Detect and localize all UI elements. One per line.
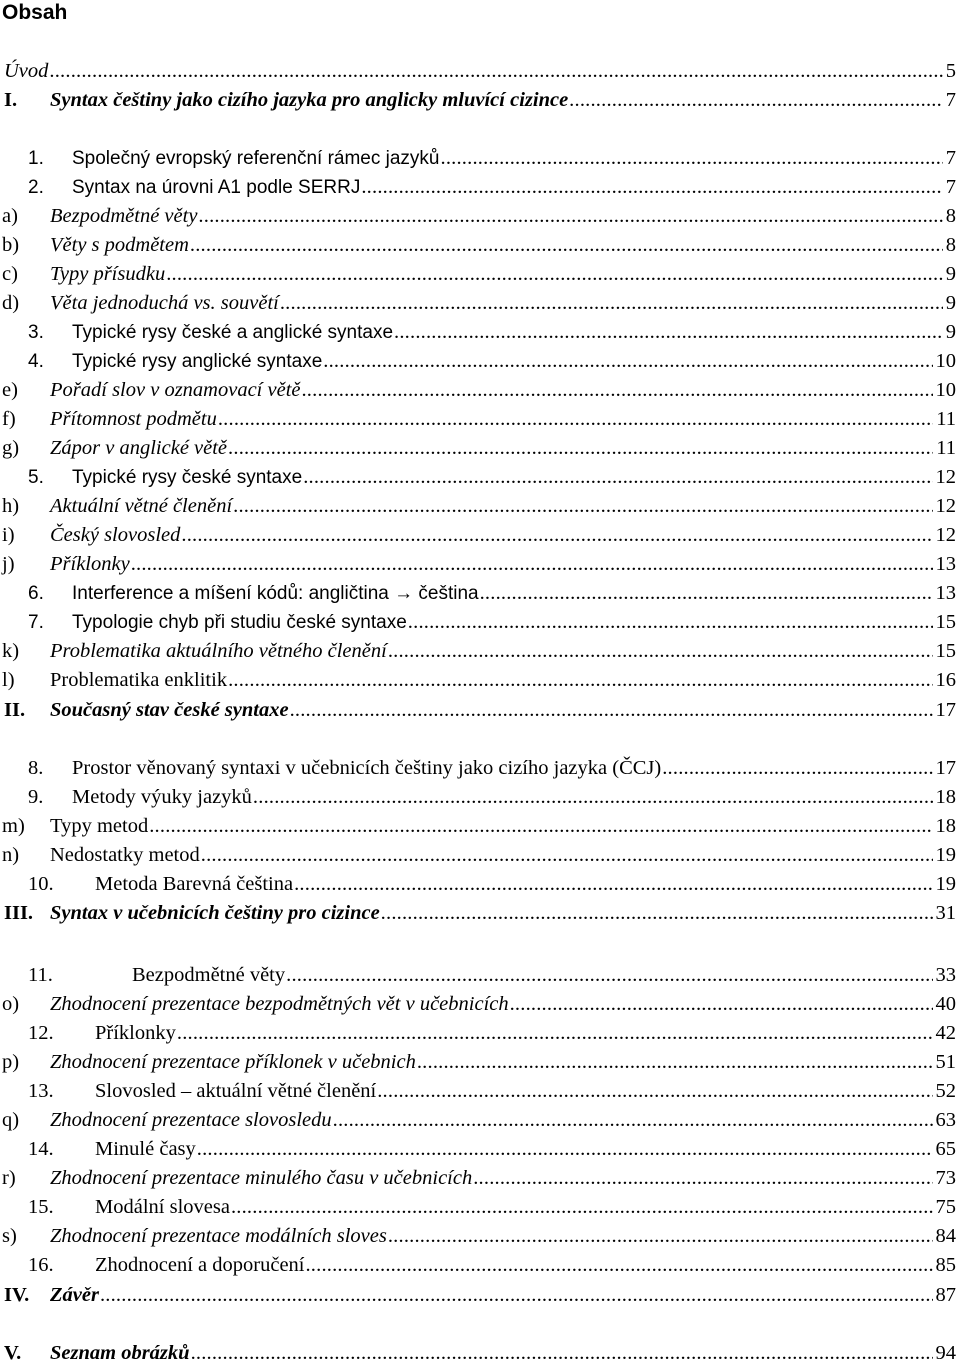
toc-dot-leader [377,1078,932,1104]
toc-entry-title: Aktuální větné členění [50,495,233,517]
toc-dot-leader [198,203,942,229]
toc-dot-leader [480,580,933,606]
toc-entry[interactable] [28,1194,956,1220]
toc-dot-leader [294,871,932,897]
toc-entry-title: Minulé časy [95,1138,196,1160]
toc-page-number: 15 [935,640,956,662]
toc-entry[interactable] [2,813,956,839]
toc-dot-leader [388,638,933,664]
toc-dot-leader [233,493,932,519]
toc-entry-number: a) [2,205,18,227]
toc-dot-leader [166,261,943,287]
toc-page-number: 9 [945,263,956,285]
toc-entry-number: 10. [28,873,54,895]
toc-entry-title: Problematika enklitik [50,669,228,691]
toc-entry[interactable] [2,435,956,461]
toc-entry-number: 2. [28,177,44,198]
toc-entry-title: Zhodnocení prezentace minulého času v učebnicích [50,1167,473,1189]
toc-page-number: 18 [935,786,956,808]
toc-dot-leader [394,319,943,345]
toc-dot-leader [305,1252,932,1278]
toc-entry[interactable] [28,1020,956,1046]
toc-page-number: 10 [935,350,956,372]
toc-entry-number: 12. [28,1022,54,1044]
toc-entry-number: 11. [28,964,53,986]
toc-entry-title: Zhodnocení a doporučení [95,1254,305,1276]
toc-entry[interactable] [28,319,956,345]
toc-entry-number: e) [2,379,18,401]
toc-page-number: 65 [935,1138,956,1160]
toc-entry[interactable] [4,87,956,113]
toc-dot-leader [417,1049,933,1075]
toc-dot-leader [190,232,943,258]
toc-entry[interactable] [4,697,956,723]
toc-dot-leader [290,697,933,723]
toc-entry-number: s) [2,1225,17,1247]
toc-entry[interactable] [2,290,956,316]
toc-entry-title: Syntax na úrovni A1 podle SERRJ [72,177,361,198]
toc-dot-leader [218,406,933,432]
toc-entry-number: 16. [28,1254,54,1276]
toc-entry-title: Společný evropský referenční rámec jazyků [72,148,440,169]
toc-entry-title: Typické rysy české syntaxe [72,467,303,488]
toc-dot-leader [131,551,933,577]
toc-dot-leader [408,609,933,635]
toc-entry-number: I. [4,89,18,111]
toc-entry[interactable] [2,1165,956,1191]
toc-entry-title: Současný stav české syntaxe [50,699,289,721]
toc-entry[interactable] [2,1223,956,1249]
toc-page-number: 15 [935,611,956,633]
toc-dot-leader [569,87,943,113]
toc-entry-title: Typické rysy české a anglické syntaxe [72,322,394,343]
toc-entry[interactable] [2,1049,956,1075]
toc-entry[interactable] [28,871,956,897]
toc-page-number: 40 [935,993,956,1015]
toc-entry-number: 3. [28,322,44,343]
toc-page-number: 12 [935,524,956,546]
toc-dot-leader [149,813,932,839]
toc-entry-title: Závěr [50,1284,99,1306]
toc-entry-title: Seznam obrázků [50,1342,190,1364]
toc-entry-number: b) [2,234,20,256]
toc-page-number: 8 [945,234,956,256]
toc-page-number: 31 [935,902,956,924]
toc-entry[interactable] [4,900,956,926]
toc-entry[interactable] [28,580,956,606]
toc-dot-leader [441,145,943,171]
toc-entry-title: Přítomnost podmětu [50,408,217,430]
toc-page-number: 17 [935,699,956,721]
toc-entry[interactable] [4,58,956,84]
toc-entry-title: Věta jednoduchá vs. souvětí [50,292,279,314]
toc-entry-number: g) [2,437,20,459]
toc-entry-title: Zhodnocení prezentace bezpodmětných vět v učebnicích [50,993,509,1015]
toc-entry-title: Typy metod [50,815,149,837]
toc-entry-number: c) [2,263,18,285]
toc-page-number: 17 [935,757,956,779]
toc-dot-leader [177,1020,933,1046]
toc-dot-leader [231,1194,933,1220]
toc-dot-leader [228,435,933,461]
toc-page-number: 75 [935,1196,956,1218]
toc-entry-title: Bezpodmětné věty [132,964,286,986]
toc-page-number: 19 [935,873,956,895]
toc-entry[interactable] [2,261,956,287]
toc-page-number: 5 [945,60,956,82]
toc-entry-title: Zhodnocení prezentace příklonek v učebnich [50,1051,416,1073]
toc-entry[interactable] [28,755,956,781]
toc-dot-leader [280,290,943,316]
toc-entry-title: Typologie chyb při studiu české syntaxe [72,612,407,633]
toc-entry[interactable] [2,991,956,1017]
toc-page-number: 84 [935,1225,956,1247]
toc-dot-leader [388,1223,933,1249]
toc-entry[interactable] [2,842,956,868]
toc-entry-number: q) [2,1109,20,1131]
toc-entry-title: Úvod [4,60,49,82]
toc-dot-leader [100,1282,933,1308]
toc-entry-number: 13. [28,1080,54,1102]
toc-entry-number: k) [2,640,20,662]
toc-page-number: 16 [935,669,956,691]
toc-entry-number: 5. [28,467,44,488]
toc-dot-leader [191,1340,933,1366]
toc-entry-title: Interference a míšení kódů: angličtina → čeština [72,583,479,604]
toc-dot-leader [510,991,933,1017]
toc-entry-number: V. [4,1342,22,1364]
page-title: Obsah [2,1,68,24]
toc-page-number: 18 [935,815,956,837]
toc-dot-leader [361,174,942,200]
toc-page-number: 7 [945,89,956,111]
toc-dot-leader [253,784,933,810]
toc-entry-title: Zhodnocení prezentace modálních sloves [50,1225,387,1247]
toc-entry-title: Metoda Barevná čeština [95,873,294,895]
toc-page-number: 7 [945,176,956,198]
toc-entry-number: 15. [28,1196,54,1218]
toc-page-number: 11 [936,408,956,430]
toc-entry-number: 6. [28,583,44,604]
toc-entry[interactable] [2,638,956,664]
toc-entry[interactable] [2,522,956,548]
toc-entry[interactable] [2,667,956,693]
toc-dot-leader [473,1165,932,1191]
toc-page-number: 12 [935,466,956,488]
toc-entry-number: m) [2,815,25,837]
toc-page-number: 52 [935,1080,956,1102]
toc-entry-title: Český slovosled [50,524,181,546]
toc-entry-title: Syntax v učebnicích češtiny pro cizince [50,902,380,924]
toc-entry[interactable] [28,174,956,200]
toc-page-number: 13 [935,553,956,575]
toc-dot-leader [381,900,933,926]
toc-page-number: 94 [935,1342,956,1364]
toc-entry-title: Problematika aktuálního větného členění [50,640,387,662]
toc-entry-title: Metody výuky jazyků [72,786,252,808]
toc-entry-number: 14. [28,1138,54,1160]
toc-entry[interactable] [28,962,956,988]
toc-dot-leader [197,1136,933,1162]
toc-entry-number: 1. [28,148,44,169]
toc-page-number: 8 [945,205,956,227]
toc-page-number: 63 [935,1109,956,1131]
toc-page-number: 73 [935,1167,956,1189]
toc-page-number: 19 [935,844,956,866]
toc-entry-title: Zhodnocení prezentace slovosledu [50,1109,332,1131]
toc-entry-title: Syntax češtiny jako cizího jazyka pro anglicky mluvící cizince [50,89,569,111]
toc-entry[interactable] [28,348,956,374]
toc-page-number: 42 [935,1022,956,1044]
toc-entry-number: j) [2,553,15,575]
toc-entry-title: Slovosled – aktuální větné členění [95,1080,377,1102]
toc-entry-number: 7. [28,612,44,633]
toc-entry[interactable] [28,784,956,810]
toc-entry[interactable] [4,1340,956,1366]
toc-entry-title: Zápor v anglické větě [50,437,228,459]
toc-entry[interactable] [28,1252,956,1278]
toc-page-number: 85 [935,1254,956,1276]
toc-dot-leader [201,842,933,868]
toc-dot-leader [228,667,932,693]
toc-page-number: 9 [945,321,956,343]
toc-entry-number: h) [2,495,20,517]
toc-page-number: 10 [935,379,956,401]
toc-entry[interactable] [4,1282,956,1308]
toc-dot-leader [333,1107,933,1133]
toc-entry[interactable] [28,1136,956,1162]
toc-entry[interactable] [28,609,956,635]
toc-entry[interactable] [2,551,956,577]
toc-page-number: 7 [945,147,956,169]
toc-entry[interactable] [2,377,956,403]
toc-entry-number: f) [2,408,16,430]
toc-dot-leader [49,58,942,84]
toc-entry-number: l) [2,669,15,691]
toc-entry-title: Věty s podmětem [50,234,189,256]
toc-entry-title: Modální slovesa [95,1196,230,1218]
toc-entry-title: Nedostatky metod [50,844,200,866]
toc-entry-number: p) [2,1051,20,1073]
toc-entry-title: Příklonky [50,553,130,575]
toc-entry-number: 8. [28,757,44,779]
toc-entry-title: Bezpodmětné věty [50,205,198,227]
toc-dot-leader [286,962,932,988]
toc-entry-number: IV. [4,1284,30,1306]
toc-entry-number: i) [2,524,15,546]
toc-entry[interactable] [28,464,956,490]
toc-entry-title: Prostor věnovaný syntaxi v učebnicích češtiny jako cizího jazyka (ČCJ) [72,757,662,779]
toc-dot-leader [301,377,932,403]
toc-dot-leader [662,755,932,781]
toc-dot-leader [303,464,932,490]
toc-dot-leader [323,348,932,374]
toc-entry[interactable] [2,493,956,519]
toc-page-number: 9 [945,292,956,314]
toc-entry[interactable] [2,203,956,229]
toc-entry-title: Typy přísudku [50,263,166,285]
toc-entry-number: II. [4,699,26,721]
toc-entry-number: n) [2,844,20,866]
toc-page-number: 87 [935,1284,956,1306]
toc-entry-number: d) [2,292,20,314]
toc-entry[interactable] [2,406,956,432]
toc-entry-number: 4. [28,351,44,372]
toc-page-number: 13 [935,582,956,604]
toc-entry[interactable] [2,232,956,258]
toc-page-number: 33 [935,964,956,986]
toc-dot-leader [181,522,932,548]
toc-page-number: 11 [936,437,956,459]
toc-entry-title: Příklonky [95,1022,176,1044]
toc-entry-title: Typické rysy anglické syntaxe [72,351,323,372]
toc-entry-title: Pořadí slov v oznamovací větě [50,379,301,401]
toc-page-number: 12 [935,495,956,517]
toc-entry-number: o) [2,993,20,1015]
toc-entry-number: 9. [28,786,44,808]
toc-entry-number: III. [4,902,34,924]
toc-entry[interactable] [28,1078,956,1104]
toc-entry[interactable] [28,145,956,171]
toc-entry-number: r) [2,1167,16,1189]
toc-page-number: 51 [935,1051,956,1073]
toc-entry[interactable] [2,1107,956,1133]
